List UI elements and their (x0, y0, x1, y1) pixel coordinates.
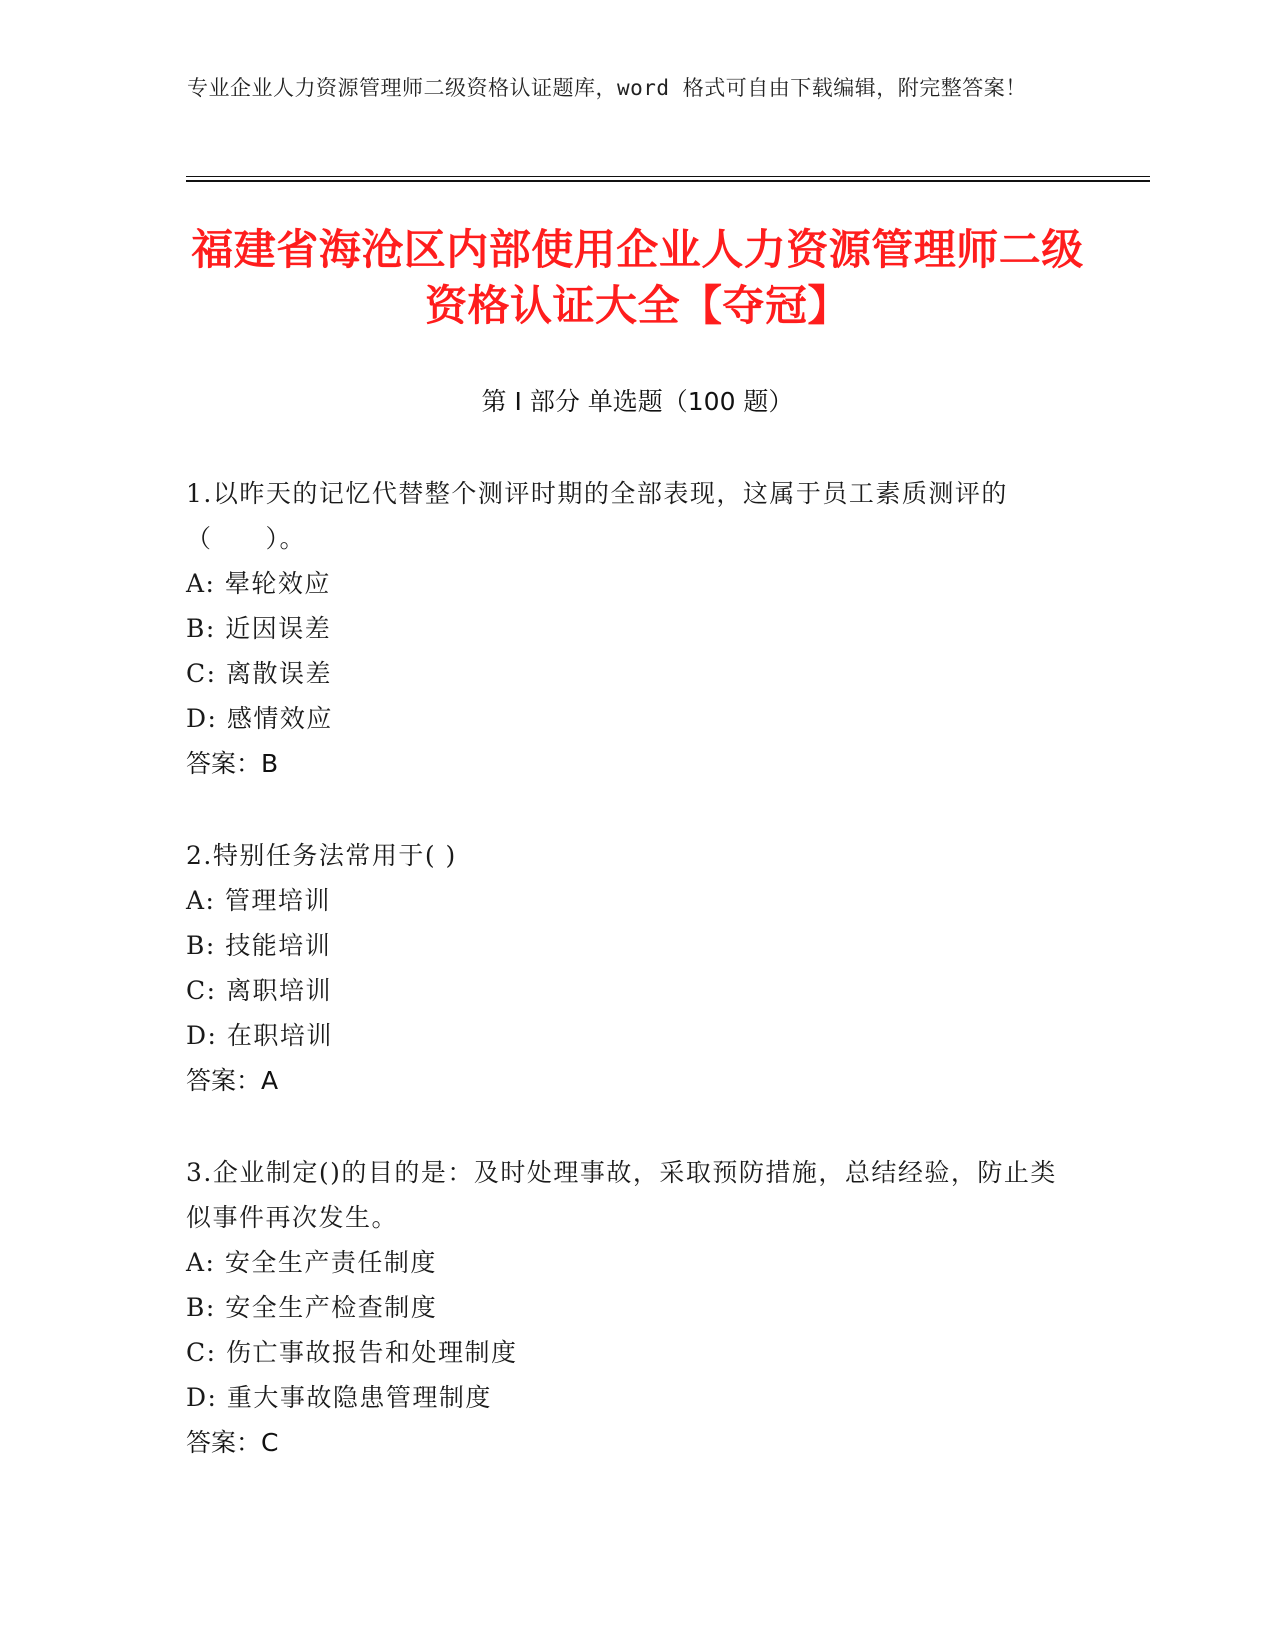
option-c: C: 伤亡事故报告和处理制度 (186, 1338, 518, 1367)
header-divider-thick (186, 180, 1150, 182)
option-d: D: 在职培训 (186, 1021, 333, 1050)
option-b: B: 安全生产检查制度 (186, 1293, 438, 1322)
question-stem: 2.特别任务法常用于( ) (186, 841, 457, 870)
option-b: B: 技能培训 (186, 931, 332, 960)
header-note: 专业企业人力资源管理师二级资格认证题库，word 格式可自由下载编辑，附完整答案！ (187, 76, 1027, 100)
question-3 (186, 1150, 1066, 1465)
question-2 (186, 833, 1066, 1103)
header-divider-thin (186, 176, 1150, 177)
document-title: 福建省海沧区内部使用企业人力资源管理师二级资格认证大全【夺冠】 (191, 225, 1084, 330)
option-c: C: 离职培训 (186, 976, 332, 1005)
question-stem: 1.以昨天的记忆代替整个测评时期的全部表现，这属于员工素质测评的（ ）。 (186, 479, 1008, 553)
answer-line: 答案：B (186, 749, 279, 778)
option-b: B: 近因误差 (186, 614, 332, 643)
answer-line: 答案：A (186, 1066, 279, 1095)
option-a: A: 安全生产责任制度 (186, 1248, 437, 1277)
option-a: A: 晕轮效应 (186, 569, 331, 598)
option-c: C: 离散误差 (186, 659, 332, 688)
question-1 (186, 471, 1066, 786)
option-d: D: 感情效应 (186, 704, 333, 733)
question-stem: 3.企业制定()的目的是：及时处理事故，采取预防措施，总结经验，防止类似事件再次发生。 (186, 1158, 1057, 1232)
answer-line: 答案：C (186, 1428, 279, 1457)
option-d: D: 重大事故隐患管理制度 (186, 1383, 492, 1412)
option-a: A: 管理培训 (186, 886, 331, 915)
section-title: 第 I 部分 单选题（100 题） (481, 387, 794, 416)
